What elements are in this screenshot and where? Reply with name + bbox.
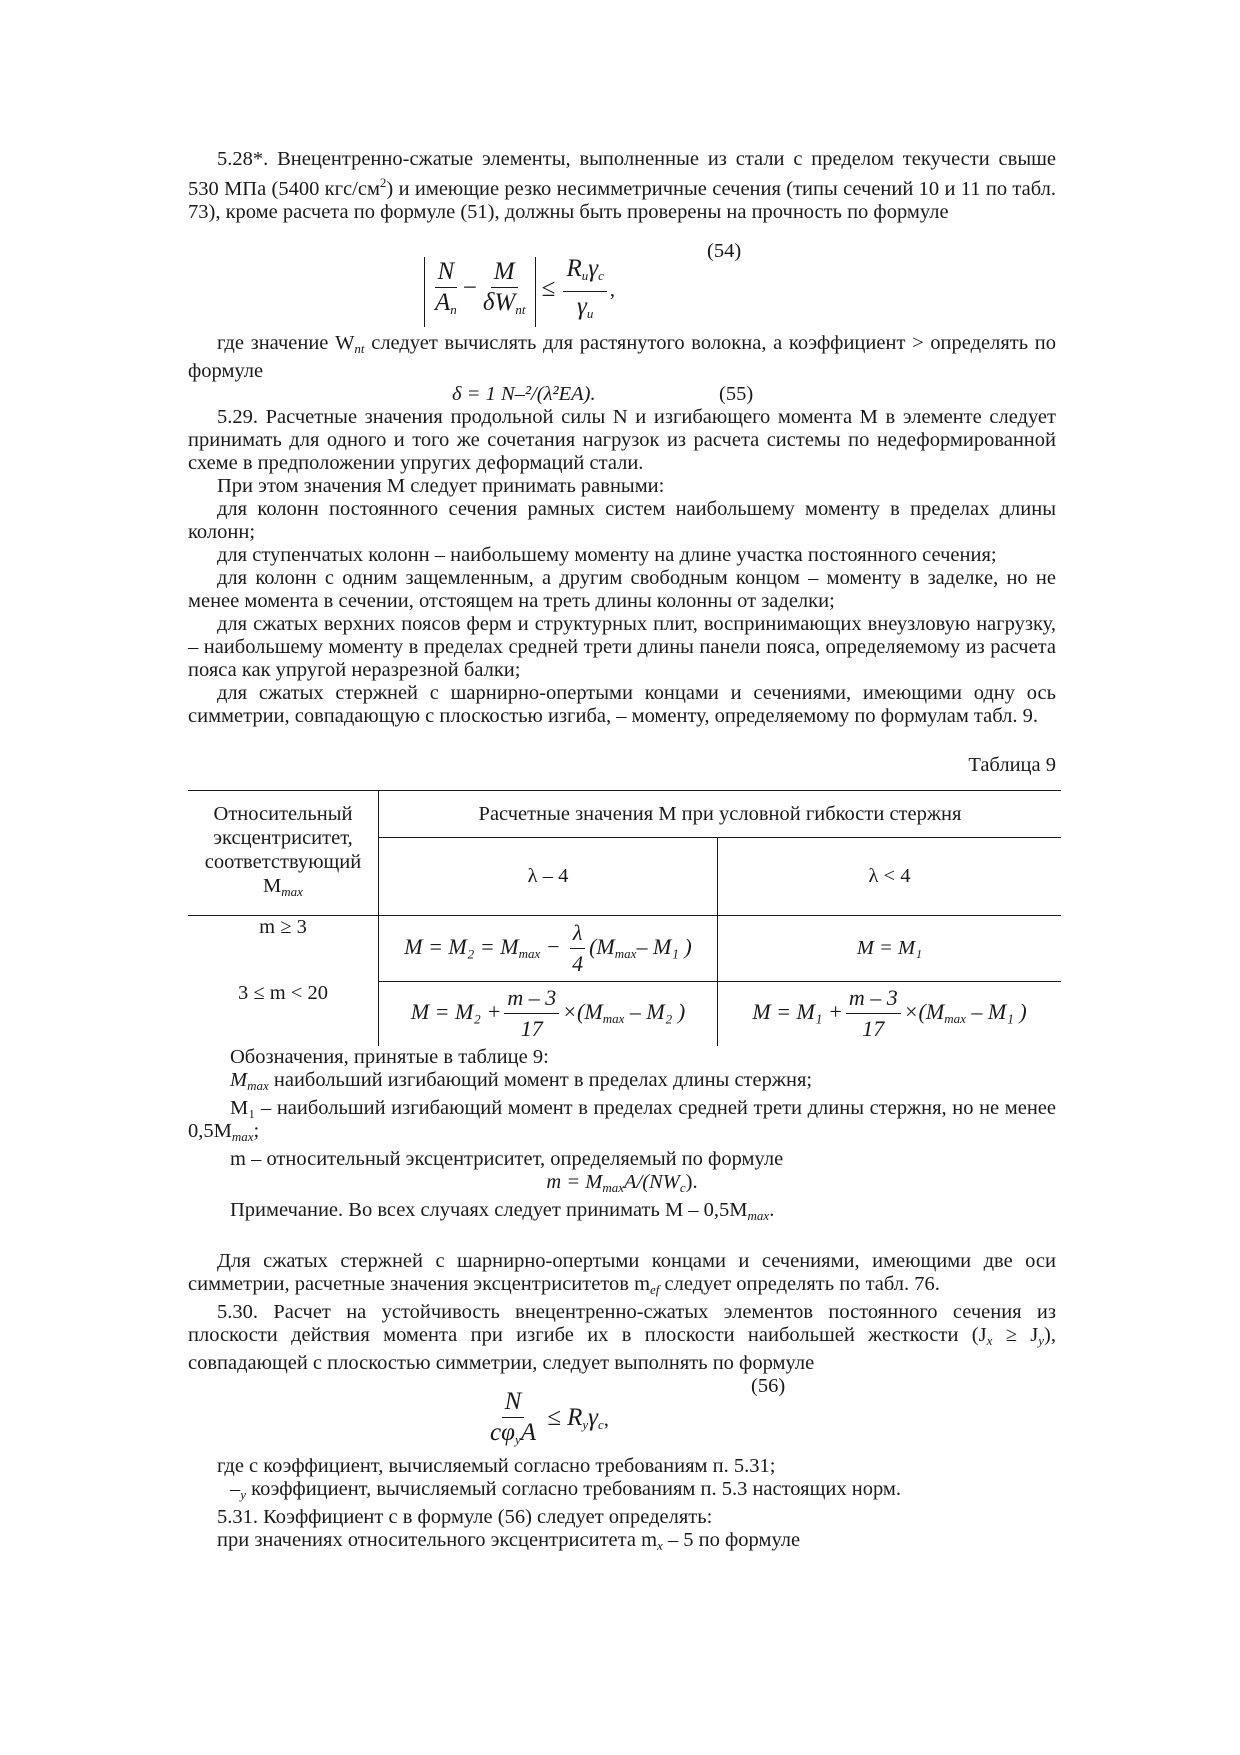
formula-56: (56) $\frac{N}{c\varphi_yA}$ ≤ $R_y\gamma_c$,	[490, 1374, 786, 1447]
table-header-eccentricity: Относительный эксцентриситет, соответствующий $M_{max}$	[188, 791, 379, 916]
paragraph-5-31: 5.31. Коэффициент c в формуле (56) следует определять:	[217, 1505, 713, 1528]
paragraph-c-def: где c коэффициент, вычисляемый согласно требованиям п. 5.31;	[217, 1454, 776, 1477]
equation-number-54: (54)	[707, 240, 742, 262]
table-header-values: Расчетные значения M при условной гибкости стержня	[379, 791, 1062, 838]
paragraph-phi-def: $-_y$ коэффициент, вычисляемый согласно требованиям п. 5.3 настоящих норм.	[230, 1477, 901, 1502]
note-mmax: $M_{max}$ наибольший изгибающий момент в пределах длины стержня;	[230, 1068, 813, 1093]
formula-55: δ = 1 N–²/(λ²EA). (55)	[452, 383, 754, 405]
table-9	[188, 790, 1061, 1046]
paragraph-m-pinned: для сжатых стержней с шарнирно-опертыми концами и сечениями, имеющими одну ось симметрии, совпадающую с плоскостью изгиба, – моменту, определяемому по формулам табл. 9.	[188, 682, 1056, 727]
paragraph-m-frame-columns: для колонн постоянного сечения рамных систем наибольшему моменту в пределах длины колонн;	[188, 498, 1056, 543]
paragraph-5-28: 5.28*. Внецентренно-сжатые элементы, выполненные из стали с пределом текучести свыше 530 МПа (5400 кгс/$см^2$) и имеющие резко несимметричные сечения (типы сечений 10 и 11 по табл. 73), кроме расчета по формуле (51), должны быть проверены на прочность по формуле	[188, 148, 1056, 223]
formula-54: (54) $\frac{N}{A_n}$ − $\frac{M}{\delta W_{nt}}$ ≤ $\frac{R_u\gamma_c}{\gamma_u}$ ,	[188, 224, 1056, 332]
paragraph-5-29: 5.29. Расчетные значения продольной силы N и изгибающего момента M в элементе следует принимать для одного и того же сочетания нагрузок из расчета системы по недеформированной схеме в предположении упругих деформаций стали.	[188, 406, 1056, 474]
paragraph-mx: при значениях относительного эксцентриситета $m_x - 5$ по формуле	[217, 1528, 801, 1553]
paragraph-mef: Для сжатых стержней с шарнирно-опертыми концами и сечениями, имеющими две оси симметрии, расчетные значения эксцентриситетов $m_{ef}$ следует определять по табл. 76.	[188, 1249, 1056, 1297]
paragraph-m-cantilever: для колонн с одним защемленным, а другим свободным концом – моменту в заделке, но не менее момента в сечении, отстоящем на треть длины колонны от заделки;	[188, 567, 1056, 612]
document-page	[188, 148, 1056, 1557]
paragraph-m-stepped: для ступенчатых колонн – наибольшему моменту на длине участка постоянного сечения;	[217, 544, 997, 566]
notes-heading: Обозначения, принятые в таблице 9:	[230, 1045, 549, 1068]
equation-number-55: (55)	[719, 383, 754, 405]
table-caption: Таблица 9	[968, 754, 1056, 776]
equation-number-56: (56)	[751, 1374, 786, 1397]
paragraph-where-wnt: где значение $W_{nt}$ следует вычислять для растянутого волокна, а коэффициент > определять по формуле	[188, 332, 1057, 382]
table-cell-formula-1: $M = M_2 = M_{max}$ − $\frac{\lambda}{4}$ ($M_{max}-$ M₁ )	[379, 916, 718, 982]
note-remark: Примечание. Во всех случаях следует принимать M – $0,5M_{max}$.	[230, 1198, 775, 1223]
table-cell-m-ge-3: m ≥ 3	[259, 916, 307, 938]
note-m-formula: $m = M_{max}A/(NW_c)$.	[546, 1170, 698, 1195]
note-m1: M₁ – наибольший изгибающий момент в пределах средней трети длины стержня, но не менее $0,5M_{max}$;	[188, 1096, 1056, 1144]
table-header-lambda-ge-4: λ – 4	[379, 838, 718, 916]
table-cell-m-range: 3 ≤ m < 20	[237, 981, 328, 1004]
paragraph-m-truss: для сжатых верхних поясов ферм и структурных плит, воспринимающих внеузловую нагрузку, – наибольшему моменту в пределах средней трети длины панели пояса, определяемому из расчета пояса как упругой неразрезной балки;	[188, 613, 1056, 681]
table-cell-formula-3: M = M₂ + $\frac{m - 3}{17}$ $\times(M_{max} - M_2$ )	[379, 982, 718, 1046]
paragraph-m-intro: При этом значения M следует принимать равными:	[217, 475, 665, 497]
paragraph-5-30: 5.30. Расчет на устойчивость внецентренно-сжатых элементов постоянного сечения из плоскости действия момента при изгибе их в плоскости наибольшей жесткости $(J_x \ge J_y)$, совпадающей с плоскостью симметрии, следует выполнять по формуле	[188, 1300, 1056, 1374]
table-cell-formula-2: M = M₁	[718, 916, 1062, 982]
absolute-value-bars: $\frac{N}{A_n}$ − $\frac{M}{\delta W_{nt}}$	[424, 257, 536, 327]
table-notes	[188, 1046, 1056, 1227]
table-header-lambda-lt-4: λ < 4	[718, 838, 1062, 916]
table-cell-formula-4: M = M₁ + $\frac{m - 3}{17}$ $\times(M_{max} - M_1$ )	[752, 985, 1027, 1042]
note-m: m – относительный эксцентриситет, определяемый по формуле	[230, 1147, 784, 1170]
